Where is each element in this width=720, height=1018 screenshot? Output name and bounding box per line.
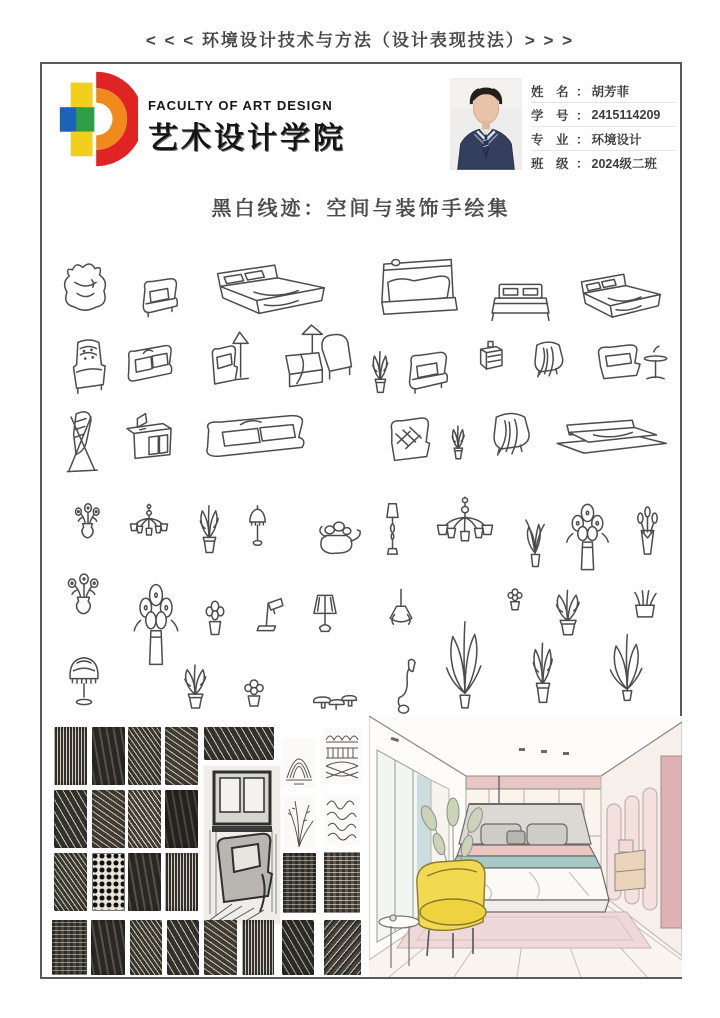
texture-swatch	[204, 920, 237, 975]
sketch-framed-daybed	[382, 260, 457, 315]
sketch-chair-with-throw	[535, 342, 563, 377]
texture-swatch	[165, 853, 198, 911]
texture-swatch	[165, 727, 198, 785]
student-info-card	[450, 78, 676, 175]
sketch-rattan-armchair	[391, 418, 429, 460]
sketch-violet-pot	[508, 589, 522, 610]
sketch-low-bed-with-rug	[557, 420, 666, 453]
sketch-pendant-lamp	[390, 589, 412, 624]
interior-vignette-sketch	[202, 764, 282, 926]
sketch-writing-desk	[127, 414, 171, 459]
pink-beam	[466, 776, 601, 789]
faculty-logo	[58, 70, 346, 168]
texture-swatch	[128, 790, 161, 848]
sketch-beanbag-chair	[65, 264, 106, 310]
sketch-dome-table-lamp	[250, 506, 265, 545]
faculty-name-en: FACULTY OF ART DESIGN	[148, 98, 333, 113]
sketch-spathiphyllum-pot	[610, 635, 641, 701]
sketch-herb-planter	[635, 591, 656, 617]
field-major: 专 业 ： 环境设计	[531, 127, 676, 151]
sketch-double-bed-perspective	[218, 265, 325, 313]
sketch-tufted-wingback-chair	[74, 340, 106, 393]
sketch-nightstand	[481, 341, 502, 369]
wardrobe-panel	[643, 788, 657, 910]
scribble-line-study	[324, 795, 360, 845]
sketch-banana-leaf-plant	[447, 622, 481, 708]
texture-study-grid	[50, 720, 368, 977]
sketch-mushroom-cluster	[314, 696, 357, 710]
bedroom-rendering	[369, 716, 682, 977]
sketch-patio-chair	[410, 352, 448, 393]
sketch-flower-vase	[76, 504, 100, 538]
sketch-flower-pot	[245, 680, 263, 706]
texture-swatch	[92, 727, 125, 785]
texture-swatch	[54, 727, 87, 785]
student-photo	[450, 78, 522, 170]
sketch-potted-plant	[185, 665, 206, 708]
sketch-long-sofa	[207, 416, 304, 457]
texture-swatch	[52, 920, 87, 975]
sketch-draped-double-bed	[582, 274, 661, 317]
arc-line-study	[282, 738, 316, 788]
texture-swatch	[204, 727, 274, 760]
texture-swatch	[242, 920, 274, 975]
texture-swatch	[324, 920, 361, 975]
sketch-armchair-with-floor-lamp	[212, 332, 248, 384]
sketch-potted-caladium	[526, 520, 544, 567]
texture-swatch	[54, 790, 87, 848]
texture-swatch-weave	[283, 853, 316, 913]
sketch-bushy-potted-plant	[533, 643, 552, 702]
field-student-id: 学 号 ： 2415114209	[531, 103, 676, 127]
decor-sketch-collage	[52, 492, 674, 718]
pattern-line-study	[323, 728, 361, 785]
sketch-sling-chair	[67, 412, 97, 472]
sketch-armchair-with-side-table	[599, 345, 667, 379]
student-fields	[531, 78, 676, 175]
sketch-fringed-table-lamp	[70, 658, 98, 705]
sketch-arm-chandelier	[437, 497, 492, 541]
texture-swatch-weave	[324, 852, 360, 913]
texture-swatch	[54, 853, 87, 911]
page-header-title: < < < 环境设计技术与方法（设计表现技法）> > >	[145, 31, 575, 50]
sketch-rattan-chair-plant	[452, 426, 464, 459]
texture-swatch	[167, 920, 199, 975]
sketch-armchair-with-blanket	[494, 414, 529, 455]
sketch-wrapped-tulips	[638, 507, 657, 554]
faculty-name-cn: 艺术设计学院	[148, 122, 346, 155]
sketch-double-bed-front	[492, 284, 549, 320]
sketch-desk-lamp	[257, 599, 283, 631]
furniture-sketch-collage	[52, 248, 674, 490]
texture-swatch	[128, 727, 161, 785]
texture-swatch	[128, 853, 161, 911]
sketch-potted-anthurium	[200, 506, 218, 553]
sketch-potted-flowers	[206, 601, 223, 634]
sketch-pleated-table-lamp	[314, 595, 336, 631]
sketch-large-bouquet-vase	[134, 585, 178, 665]
texture-swatch-dots	[92, 853, 125, 911]
texture-swatch	[130, 920, 162, 975]
texture-swatch	[91, 920, 125, 975]
sketch-anthurium-pot	[557, 590, 580, 634]
branch-line-study	[283, 795, 316, 849]
sketch-armchair-ottoman-floor-lamp	[286, 325, 352, 387]
sketch-two-seat-sofa	[128, 346, 171, 381]
field-class: 班 级 ： 2024级二班	[531, 156, 657, 171]
sketch-slim-table-lamp	[387, 504, 398, 554]
sketch-lily-vase	[68, 574, 97, 614]
faculty-logo-mark-icon	[58, 70, 138, 168]
texture-swatch	[282, 920, 314, 975]
portfolio-title: 黑白线迹：空间与装饰手绘集	[211, 198, 511, 220]
field-name: 姓 名 ： 胡芳菲	[531, 79, 676, 103]
sketch-club-armchair	[143, 279, 177, 317]
sketch-gooseneck-lamp	[398, 659, 415, 713]
sketch-hibiscus-vase	[567, 504, 608, 569]
texture-swatch	[92, 790, 125, 848]
sketch-patio-plant	[373, 352, 388, 393]
texture-swatch	[165, 790, 198, 848]
pink-door	[661, 756, 682, 928]
sketch-teapot-bouquet	[320, 522, 360, 553]
content-frame	[40, 62, 682, 979]
sketch-candle-chandelier	[130, 504, 167, 535]
